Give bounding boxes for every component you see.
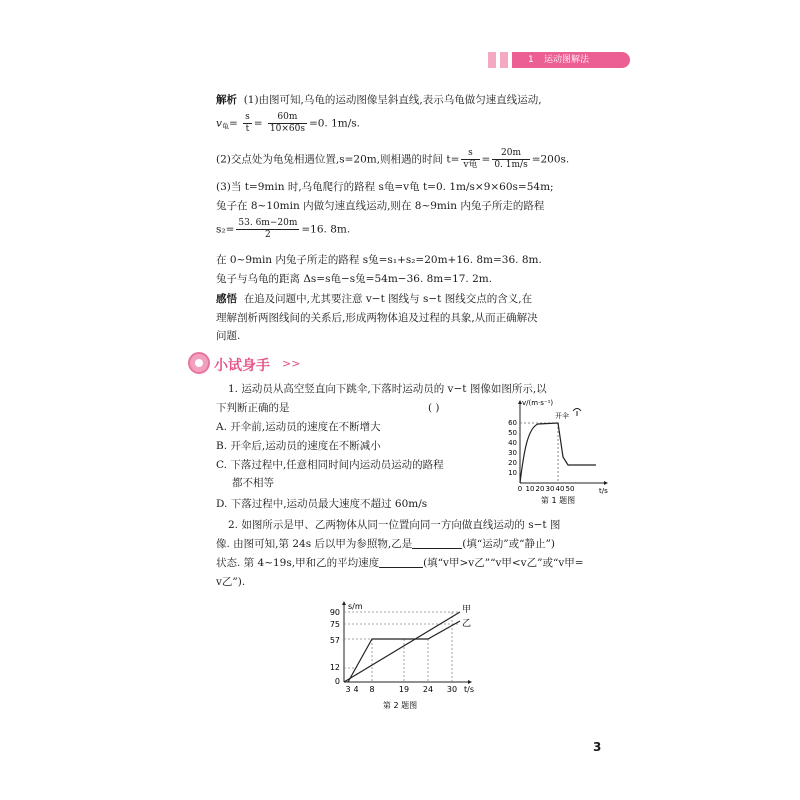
figure-1-caption: 第 1 题图: [540, 496, 576, 505]
x-tick: 30: [545, 485, 555, 493]
figure-2-caption: 第 2 题图: [382, 701, 418, 710]
q1-option-b: B. 开伞后,运动员的速度在不断减小: [216, 440, 381, 452]
q2-line-4: v乙”).: [216, 576, 246, 588]
solution-label: 解析: [216, 94, 237, 106]
x-axis-arrow: [604, 481, 608, 485]
y-axis-label: s/m: [348, 602, 363, 611]
solution-line-3: (2)交点处为龟兔相遇位置,s=20m,则相遇的时间 t= $\frac{s}{\text{v龟}}$ = $\frac{20m}{0. 1m/s}$ =200s.: [216, 148, 570, 170]
solution-line-1: 解析 (1)由图可知,乌龟的运动图像呈斜直线,表示乌龟做匀速直线运动,: [216, 94, 542, 106]
x-tick: 3: [345, 685, 351, 694]
y-tick: 20: [508, 459, 517, 467]
x-axis-label: t/s: [464, 685, 474, 694]
fraction: $\frac{s}{t}$: [245, 112, 250, 134]
insight-line-2: 理解剖析两图线间的关系后,形成两物体追及过程的具象,从而正确解决: [216, 312, 538, 324]
y-tick: 10: [508, 469, 517, 477]
y-tick: 57: [329, 636, 340, 645]
answer-paren: ( ): [428, 402, 440, 414]
q2-line-1: 2. 如图所示是甲、乙两物体从同一位置向同一方向做直线运动的 s−t 图: [228, 519, 561, 531]
figure-2-st-graph: [318, 598, 488, 714]
header-tab-2: [500, 52, 508, 68]
line-jia: [344, 612, 460, 682]
answer-blank-1[interactable]: [412, 537, 462, 549]
x-axis-label: t/s: [599, 487, 608, 495]
solution-line-7: 在 0~9min 内兔子所走的路程 s兔=s₁+s₂=20m+16. 8m=36. 8m.: [216, 254, 542, 266]
x-tick: 30: [446, 685, 458, 694]
insight-line-3: 问题.: [216, 330, 241, 342]
x-tick: 8: [369, 685, 375, 694]
solution-line-2: $v_龟=$ $\frac{s}{t}$ = $\frac{60m}{10\times 60s}$ =0. 1m/s.: [216, 112, 361, 134]
q1-option-a: A. 开伞前,运动员的速度在不断增大: [216, 421, 381, 433]
x-tick: 0: [517, 485, 523, 493]
insight-line-1: 感悟 在追及问题中,尤其要注意 v−t 图线与 s−t 图线交点的含义,在: [216, 293, 533, 305]
section-title: 小试身手: [214, 358, 270, 374]
solution-line-5: 兔子在 8~10min 内做匀速直线运动,则在 8~9min 内兔子所走的路程: [216, 200, 545, 212]
y-tick: 30: [508, 449, 517, 457]
chapter-title: 运动图解法: [544, 55, 590, 65]
flower-icon: [188, 352, 210, 374]
x-tick: 20: [535, 485, 545, 493]
y-tick: 75: [329, 620, 340, 629]
page-number: 3: [593, 740, 602, 754]
x-tick: 50: [565, 485, 575, 493]
y-tick: 50: [508, 429, 517, 437]
y-tick: 60: [508, 419, 517, 427]
fraction: $\frac{53. 6m-20m}{2}$: [238, 218, 298, 240]
y-axis-label: v/(m·s⁻¹): [522, 399, 554, 407]
q1-stem-line-2: 下判断正确的是 ( ): [216, 402, 440, 414]
chapter-header: [512, 52, 630, 68]
label-yi: 乙: [462, 619, 472, 629]
parachute-icon: [573, 409, 581, 417]
x-tick: 4: [353, 685, 359, 694]
fraction: $\frac{20m}{0. 1m/s}$: [494, 148, 528, 170]
x-axis-arrow: [468, 680, 472, 684]
figure-1-vt-graph: [500, 395, 610, 505]
fraction: $\frac{60m}{10\times 60s}$: [269, 112, 305, 134]
solution-line-8: 兔子与乌龟的距离 Δs=s龟−s兔=54m−36. 8m=17. 2m.: [216, 273, 493, 285]
insight-label: 感悟: [216, 293, 237, 305]
fraction: $\frac{s}{\text{v龟}}$: [463, 148, 478, 170]
y-axis-arrow: [342, 601, 346, 605]
chevron-right-icon: >>: [282, 357, 301, 370]
q2-line-2: 像. 由图可知,第 24s 后以甲为参照物,乙是 (填“运动”或“静止”): [216, 538, 555, 550]
q1-option-d: D. 下落过程中,运动员最大速度不超过 60m/s: [216, 498, 428, 510]
header-decoration: [488, 52, 508, 68]
header-tab-1: [488, 52, 496, 68]
x-tick: 24: [422, 685, 434, 694]
q2-line-3: 状态. 第 4~19s,甲和乙的平均速度 (填“v甲>v乙”“v甲<v乙”或“v甲=: [216, 557, 584, 569]
y-tick: 12: [329, 663, 340, 672]
solution-line-4: (3)当 t=9min 时,乌龟爬行的路程 s龟=v龟 t=0. 1m/s×9×60s=54m;: [216, 181, 554, 193]
y-tick: 90: [329, 608, 340, 617]
solution-line-6: s₂= $\frac{53. 6m-20m}{2}$ =16. 8m.: [216, 218, 351, 240]
x-tick: 10: [525, 485, 535, 493]
annotation-open-parachute: 开伞: [555, 412, 569, 420]
y-tick: 0: [334, 677, 340, 686]
q1-option-c-line-2: 都不相等: [232, 477, 274, 489]
q1-stem-line-1: 1. 运动员从高空竖直向下跳伞,下落时运动员的 v−t 图像如图所示,以: [228, 383, 547, 395]
q1-option-c-line-1: C. 下落过程中,任意相同时间内运动员运动的路程: [216, 459, 444, 471]
label-jia: 甲: [462, 605, 472, 615]
chapter-number: 1: [528, 55, 534, 65]
x-tick: 40: [555, 485, 565, 493]
y-tick: 40: [508, 439, 517, 447]
x-tick: 19: [398, 685, 410, 694]
answer-blank-2[interactable]: [379, 556, 423, 568]
